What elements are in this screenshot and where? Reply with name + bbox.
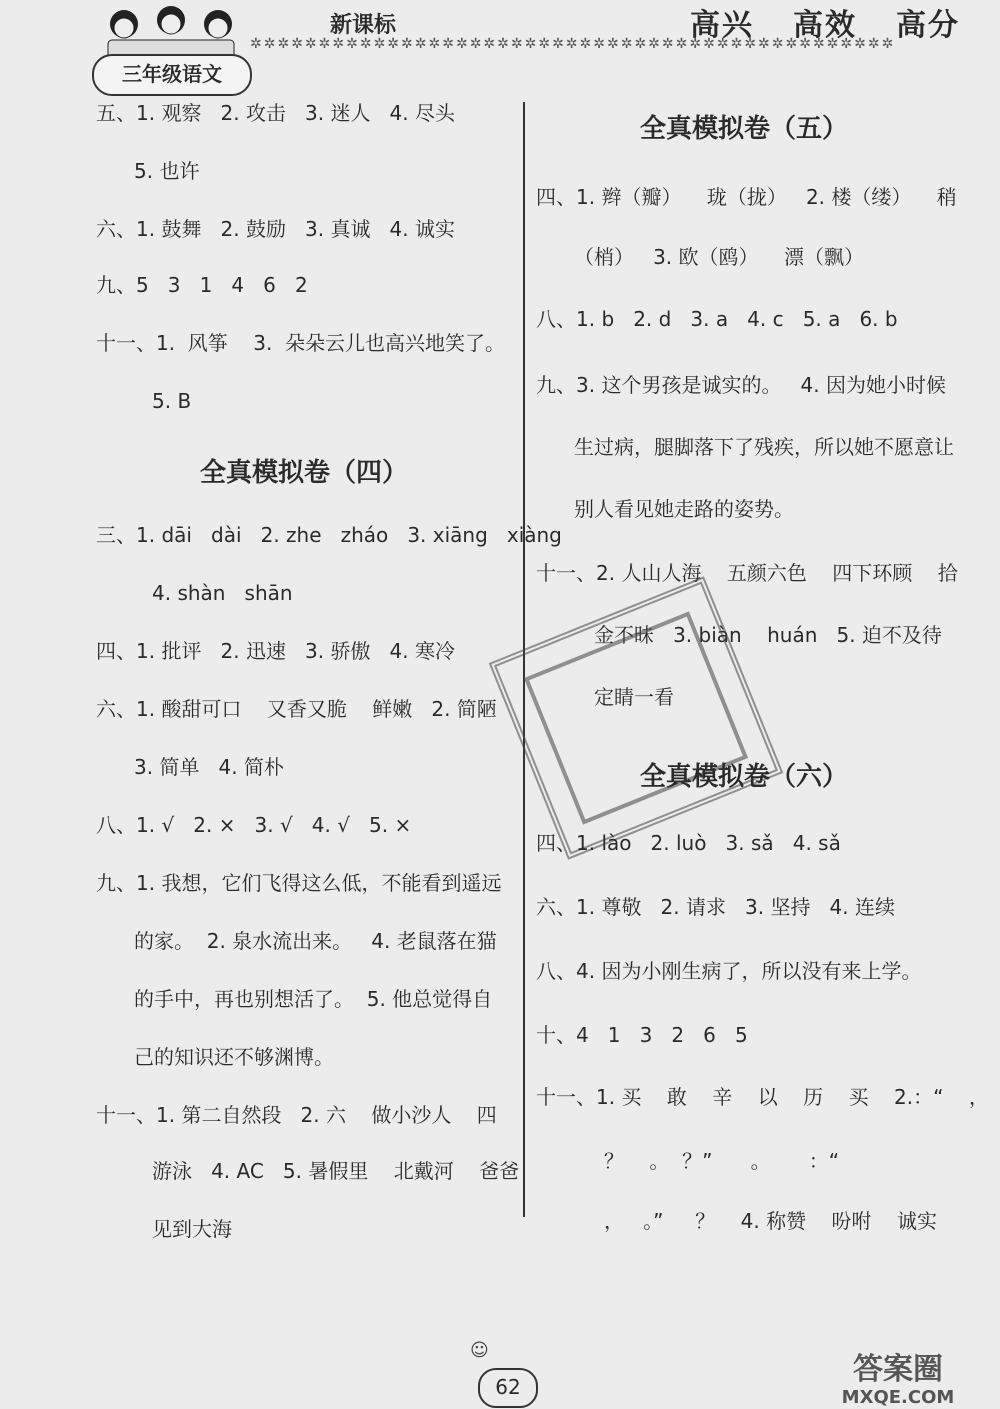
answer-line: 八、4. 因为小刚生病了，所以没有来上学。 bbox=[536, 959, 922, 983]
page-number: 62 bbox=[478, 1368, 538, 1408]
answer-line: 己的知识还不够渊博。 bbox=[134, 1045, 334, 1069]
section-title: 全真模拟卷（四） bbox=[200, 458, 409, 488]
children-illustration-icon bbox=[96, 2, 246, 60]
page-header bbox=[0, 0, 1000, 95]
answer-line: 三、1. dāi dài 2. zhe zháo 3. xiāng xiàng bbox=[96, 523, 562, 547]
star-border: ✲✲✲✲✲✲✲✲✲✲✲✲✲✲✲✲✲✲✲✲✲✲✲✲✲✲✲✲✲✲✲✲✲✲✲✲✲✲✲✲✲✲✲✲✲✲✲ bbox=[250, 36, 896, 52]
section-title: 全真模拟卷（六） bbox=[640, 762, 849, 792]
answer-line: 金不昧 3. biàn huán 5. 迫不及待 bbox=[594, 623, 942, 647]
answer-line: 生过病，腿脚落下了残疾，所以她不愿意让 bbox=[574, 435, 954, 459]
motto-word: 高效 bbox=[793, 8, 857, 43]
answer-line: （梢） 3. 欧（鸥） 漂（飘） bbox=[574, 245, 864, 269]
answer-line: 十一、1. 买 敢 辛 以 历 买 2.：“ ， bbox=[536, 1085, 989, 1109]
answer-line: 4. shàn shān bbox=[152, 581, 293, 605]
answer-line: ？ 。 ？” 。 ：“ bbox=[604, 1149, 840, 1173]
section-title: 全真模拟卷（五） bbox=[640, 114, 849, 144]
angel-icon: ☺ bbox=[470, 1340, 489, 1361]
answer-line: 5. 也许 bbox=[134, 159, 200, 183]
answer-line: 的家。 2. 泉水流出来。 4. 老鼠落在猫 bbox=[134, 929, 497, 953]
answer-line: 八、1. √ 2. × 3. √ 4. √ 5. × bbox=[96, 813, 412, 837]
answer-line: 四、1. 辫（瓣） 珑（拢） 2. 楼（缕） 稍 bbox=[536, 185, 957, 209]
answer-line: 六、1. 鼓舞 2. 鼓励 3. 真诚 4. 诚实 bbox=[96, 217, 455, 241]
answer-line: 3. 简单 4. 简朴 bbox=[134, 755, 284, 779]
grade-badge: 三年级语文 bbox=[92, 54, 252, 96]
answer-line: 九、1. 我想，它们飞得这么低，不能看到遥远 bbox=[96, 871, 502, 895]
answer-line: 五、1. 观察 2. 攻击 3. 迷人 4. 尽头 bbox=[96, 101, 455, 125]
watermark-logo: 答案圈 MXQE.COM bbox=[841, 1352, 955, 1408]
stamp-seal-icon bbox=[489, 576, 784, 859]
answer-line: 十一、1. 风筝 3. 朵朵云儿也高兴地笑了。 bbox=[96, 331, 506, 355]
answer-line: 九、3. 这个男孩是诚实的。 4. 因为她小时候 bbox=[536, 373, 946, 397]
motto-word: 高分 bbox=[896, 8, 960, 43]
answer-line: 别人看见她走路的姿势。 bbox=[574, 497, 794, 521]
answer-line: 十、4 1 3 2 6 5 bbox=[536, 1023, 748, 1047]
motto-word: 高兴 bbox=[690, 8, 754, 43]
answer-line: 定睛一看 bbox=[594, 685, 674, 709]
answer-line: 四、1. 批评 2. 迅速 3. 骄傲 4. 寒冷 bbox=[96, 639, 455, 663]
answer-line: 十一、1. 第二自然段 2. 六 做小沙人 四 bbox=[96, 1103, 497, 1127]
answer-line: 八、1. b 2. d 3. a 4. c 5. a 6. b bbox=[536, 307, 898, 331]
answer-line: 十一、2. 人山人海 五颜六色 四下环顾 拾 bbox=[536, 561, 958, 585]
answer-line: 的手中，再也别想活了。 5. 他总觉得自 bbox=[134, 987, 493, 1011]
answer-line: 四、1. lào 2. luò 3. sǎ 4. sǎ bbox=[536, 831, 841, 855]
answer-line: 九、5 3 1 4 6 2 bbox=[96, 273, 308, 297]
curriculum-label: 新课标 bbox=[330, 13, 397, 38]
answer-line: 5. B bbox=[152, 389, 192, 413]
answer-line: 六、1. 酸甜可口 又香又脆 鲜嫩 2. 简陋 bbox=[96, 697, 497, 721]
answer-line: 游泳 4. AC 5. 暑假里 北戴河 爸爸 bbox=[152, 1159, 520, 1183]
answer-line: 见到大海 bbox=[152, 1217, 232, 1241]
answer-line: 六、1. 尊敬 2. 请求 3. 坚持 4. 连续 bbox=[536, 895, 895, 919]
answer-line: ， 。” ？ 4. 称赞 吩咐 诚实 bbox=[604, 1209, 937, 1233]
